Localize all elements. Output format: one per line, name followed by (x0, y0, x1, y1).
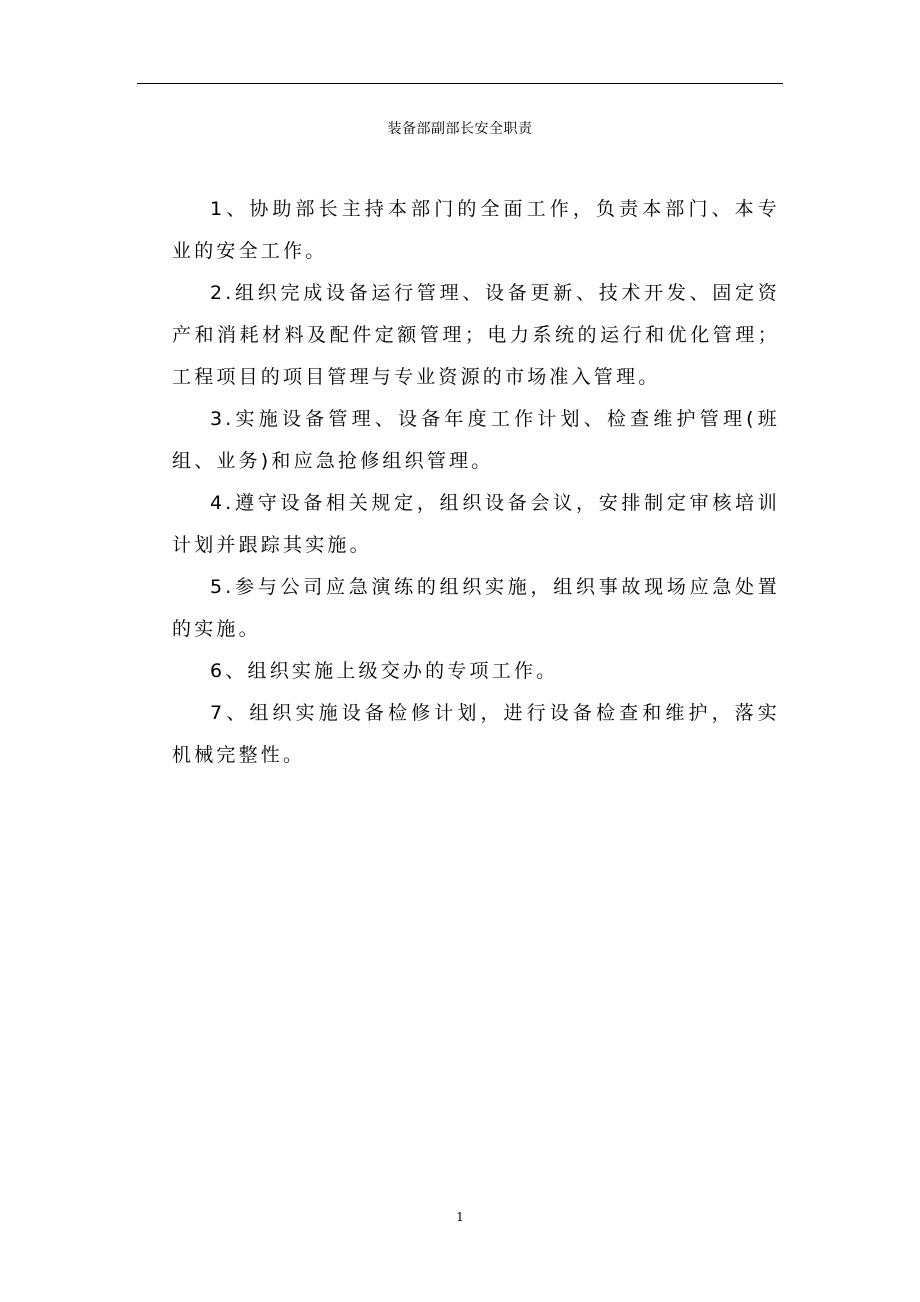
paragraph-5: 5.参与公司应急演练的组织实施，组织事故现场应急处置的实施。 (172, 576, 780, 640)
document-title: 装备部副部长安全职责 (387, 121, 533, 137)
header-rule (137, 83, 783, 84)
paragraph-3: 3.实施设备管理、设备年度工作计划、检查维护管理(班组、业务)和应急抢修组织管理。 (172, 408, 780, 472)
document-body (172, 188, 780, 776)
paragraph-7: 7、组织实施设备检修计划，进行设备检查和维护，落实机械完整性。 (172, 702, 780, 766)
paragraph-6: 6、组织实施上级交办的专项工作。 (210, 660, 559, 682)
page-number: 1 (456, 1210, 464, 1224)
paragraph-1: 1、协助部长主持本部门的全面工作，负责本部门、本专业的安全工作。 (172, 198, 780, 262)
paragraph-2: 2.组织完成设备运行管理、设备更新、技术开发、固定资产和消耗材料及配件定额管理；电力系统的运行和优化管理；工程项目的项目管理与专业资源的市场准入管理。 (172, 282, 780, 388)
paragraph-4: 4.遵守设备相关规定，组织设备会议，安排制定审核培训计划并跟踪其实施。 (172, 492, 780, 556)
